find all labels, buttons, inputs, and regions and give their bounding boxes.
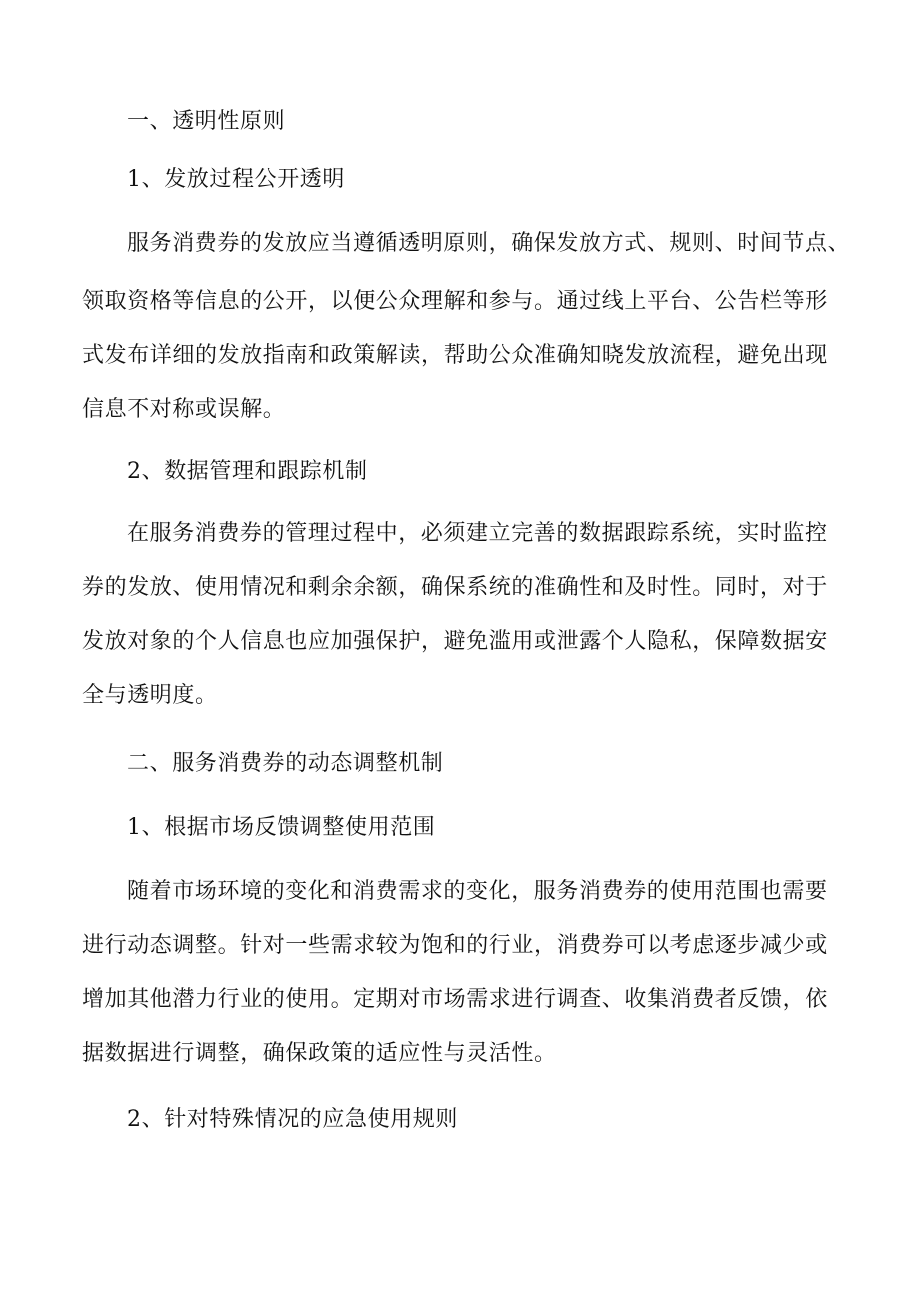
section-heading-dynamic-adjustment: 二、服务消费券的动态调整机制 <box>127 751 444 776</box>
paragraph-1-line-3: 式发布详细的发放指南和政策解读，帮助公众准确知晓发放流程，避免出现 <box>82 343 828 368</box>
paragraph-1-line-4: 信息不对称或误解。 <box>82 397 286 422</box>
paragraph-3-line-4: 据数据进行调整，确保政策的适应性与灵活性。 <box>82 1041 557 1066</box>
paragraph-1-line-1: 服务消费券的发放应当遵循透明原则，确保发放方式、规则、时间节点、 <box>127 231 851 256</box>
paragraph-2-line-1: 在服务消费券的管理过程中，必须建立完善的数据跟踪系统，实时监控 <box>127 521 828 546</box>
paragraph-2-line-3: 发放对象的个人信息也应加强保护，避免滥用或泄露个人隐私，保障数据安 <box>82 629 828 654</box>
paragraph-1-line-2: 领取资格等信息的公开，以便公众理解和参与。通过线上平台、公告栏等形 <box>82 289 828 314</box>
subheading-issuance-open: 1、发放过程公开透明 <box>127 167 345 192</box>
subheading-market-feedback: 1、根据市场反馈调整使用范围 <box>127 815 436 840</box>
subheading-data-tracking: 2、数据管理和跟踪机制 <box>127 459 368 484</box>
paragraph-2-line-2: 券的发放、使用情况和剩余余额，确保系统的准确性和及时性。同时，对于 <box>82 575 828 600</box>
paragraph-3-line-1: 随着市场环境的变化和消费需求的变化，服务消费券的使用范围也需要 <box>127 879 828 904</box>
paragraph-3-line-3: 增加其他潜力行业的使用。定期对市场需求进行调查、收集消费者反馈，依 <box>82 987 828 1012</box>
section-heading-transparency: 一、透明性原则 <box>127 109 286 134</box>
paragraph-2-line-4: 全与透明度。 <box>82 683 218 708</box>
subheading-emergency-rules: 2、针对特殊情况的应急使用规则 <box>127 1107 458 1132</box>
paragraph-3-line-2: 进行动态调整。针对一些需求较为饱和的行业，消费券可以考虑逐步减少或 <box>82 933 828 958</box>
